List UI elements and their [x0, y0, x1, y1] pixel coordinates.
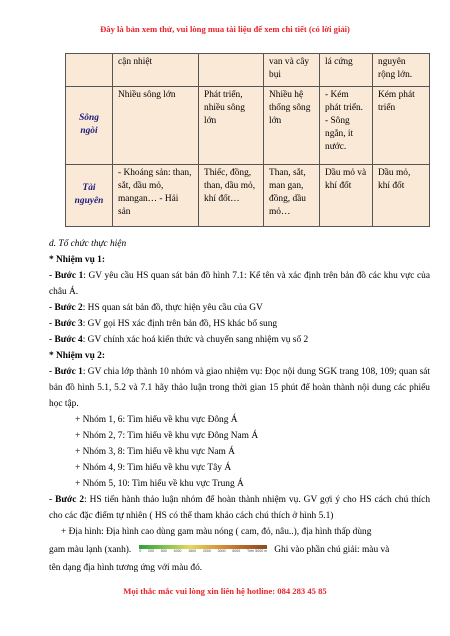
table-cell: Thiếc, đồng, than, dầu mỏ, khí đốt… [199, 165, 264, 227]
table-cell: Nhiều hệ thống sông lớn [264, 87, 320, 165]
table-row [66, 165, 430, 227]
lesson-content [49, 236, 430, 576]
tick-label: 5000 [232, 549, 241, 553]
table-row [66, 54, 430, 87]
step-label: - Bước 4 [49, 335, 83, 345]
step-text: : GV yêu cầu HS quan sát bản đồ hình 7.1: Kể tên và xác định trên bản đồ các khu vực của châu Á. [49, 271, 430, 297]
task-1-step-2 [49, 300, 430, 316]
legend-line [49, 540, 430, 560]
group-item: + Nhóm 3, 8: Tìm hiểu về khu vực Nam Á [75, 447, 235, 457]
step-text: : GV chia lớp thành 10 nhóm và giao nhiệm vụ: Đọc nội dung SGK trang 108, 109; quan sát bản đồ hình 5.1, 5.2 và 7.1 hãy thảo luận trong thời gian 15 phút để hoàn thành nội dung các phiếu học tập. [49, 367, 430, 409]
step-label: - Bước 2 [49, 495, 85, 505]
cold-color-text: gam màu lạnh (xanh). [49, 545, 132, 555]
task-2-step-1 [49, 364, 430, 412]
preview-banner: Đây là bản xem thử, vui lòng mua tài liệu để xem chi tiết (có lời giải) [100, 24, 350, 34]
step-text: : HS tiến hành thảo luận nhóm để hoàn thành nhiệm vụ. GV gợi ý cho HS cách chú thích cho các đặc điểm tự nhiên ( HS có thể tham khảo cách chú thích ở hình 5.1) [49, 495, 431, 521]
task-1-title: * Nhiệm vụ 1: [49, 255, 105, 265]
table-cell: Dầu mỏ, khí đốt [373, 165, 430, 227]
tick-label: 200 [147, 549, 154, 553]
task-1-step-1 [49, 268, 430, 300]
task-1-step-3 [49, 316, 430, 332]
group-item: + Nhóm 2, 7: Tìm hiểu về khu vực Đông Nam Á [75, 431, 259, 441]
task-2-title: * Nhiệm vụ 2: [49, 351, 105, 361]
comparison-table [65, 53, 430, 227]
table-cell: cận nhiệt [113, 54, 199, 87]
tick-label: 0 [139, 549, 142, 553]
table-cell: Phát triển, nhiều sông lớn [199, 87, 264, 165]
table-cell: lá cứng [320, 54, 373, 87]
table-cell: Nhiều sông lớn [113, 87, 199, 165]
table-cell: Than, sắt, man gan, đồng, dầu mỏ… [264, 165, 320, 227]
table-cell: van và cây bụi [264, 54, 320, 87]
row-header [66, 54, 113, 87]
group-item: + Nhóm 5, 10: Tìm hiểu về khu vực Trung Á [75, 479, 244, 489]
task-2-step-2 [49, 492, 430, 524]
task-1-step-4 [49, 332, 430, 348]
group-item: + Nhóm 4, 9: Tìm hiểu về khu vực Tây Á [75, 463, 232, 473]
table-cell: nguyên rộng lớn. [373, 54, 430, 87]
row-header: Sông ngòi [66, 87, 113, 165]
tick-label: 1500 [188, 549, 197, 553]
table-cell [199, 54, 264, 87]
step-label: - Bước 1 [49, 367, 83, 377]
table-cell: Dầu mỏ và khí đốt [320, 165, 373, 227]
table-row [66, 87, 430, 165]
step-label: - Bước 1 [49, 271, 84, 281]
step-label: - Bước 3 [49, 319, 83, 329]
tick-label: 3000 [217, 549, 226, 553]
row-header: Tài nguyên [66, 165, 113, 227]
tick-label: Trên 5000 m [247, 549, 268, 553]
terrain-note: + Địa hình: Địa hình cao dùng gam màu nóng ( cam, đỏ, nâu..), địa hình thấp dùng [61, 527, 372, 537]
step-text: : GV chính xác hoá kiến thức và chuyển sang nhiệm vụ số 2 [82, 335, 309, 345]
table-cell: - Kém phát triển. - Sông ngắn, ít nước. [320, 87, 373, 165]
group-item: + Nhóm 1, 6: Tìm hiểu về khu vực Đông Á [75, 415, 238, 425]
step-text: : GV gọi HS xác định trên bản đồ, HS khác bổ sung [82, 319, 278, 329]
elevation-ticks [139, 549, 267, 554]
tick-label: 2000 [202, 549, 211, 553]
section-subheading: d. Tổ chức thực hiện [49, 239, 127, 249]
step-text: : HS quan sát bản đồ, thực hiện yêu cầu của GV [82, 303, 263, 313]
legend-note-text: Ghi vào phần chú giải: màu và [274, 545, 390, 555]
last-line: tên dạng địa hình tương ứng với màu đó. [49, 563, 203, 573]
step-label: - Bước 2 [49, 303, 83, 313]
table-cell: - Khoáng sản: than, sắt, dầu mỏ, mangan… - Hải sản [113, 165, 199, 227]
hotline-banner: Mọi thắc mắc vui lòng xin liên hệ hotline: 084 283 45 85 [123, 586, 327, 596]
tick-label: 1000 [173, 549, 182, 553]
elevation-legend [139, 545, 267, 555]
table-cell: Kém phát triển [373, 87, 430, 165]
tick-label: 500 [160, 549, 167, 553]
